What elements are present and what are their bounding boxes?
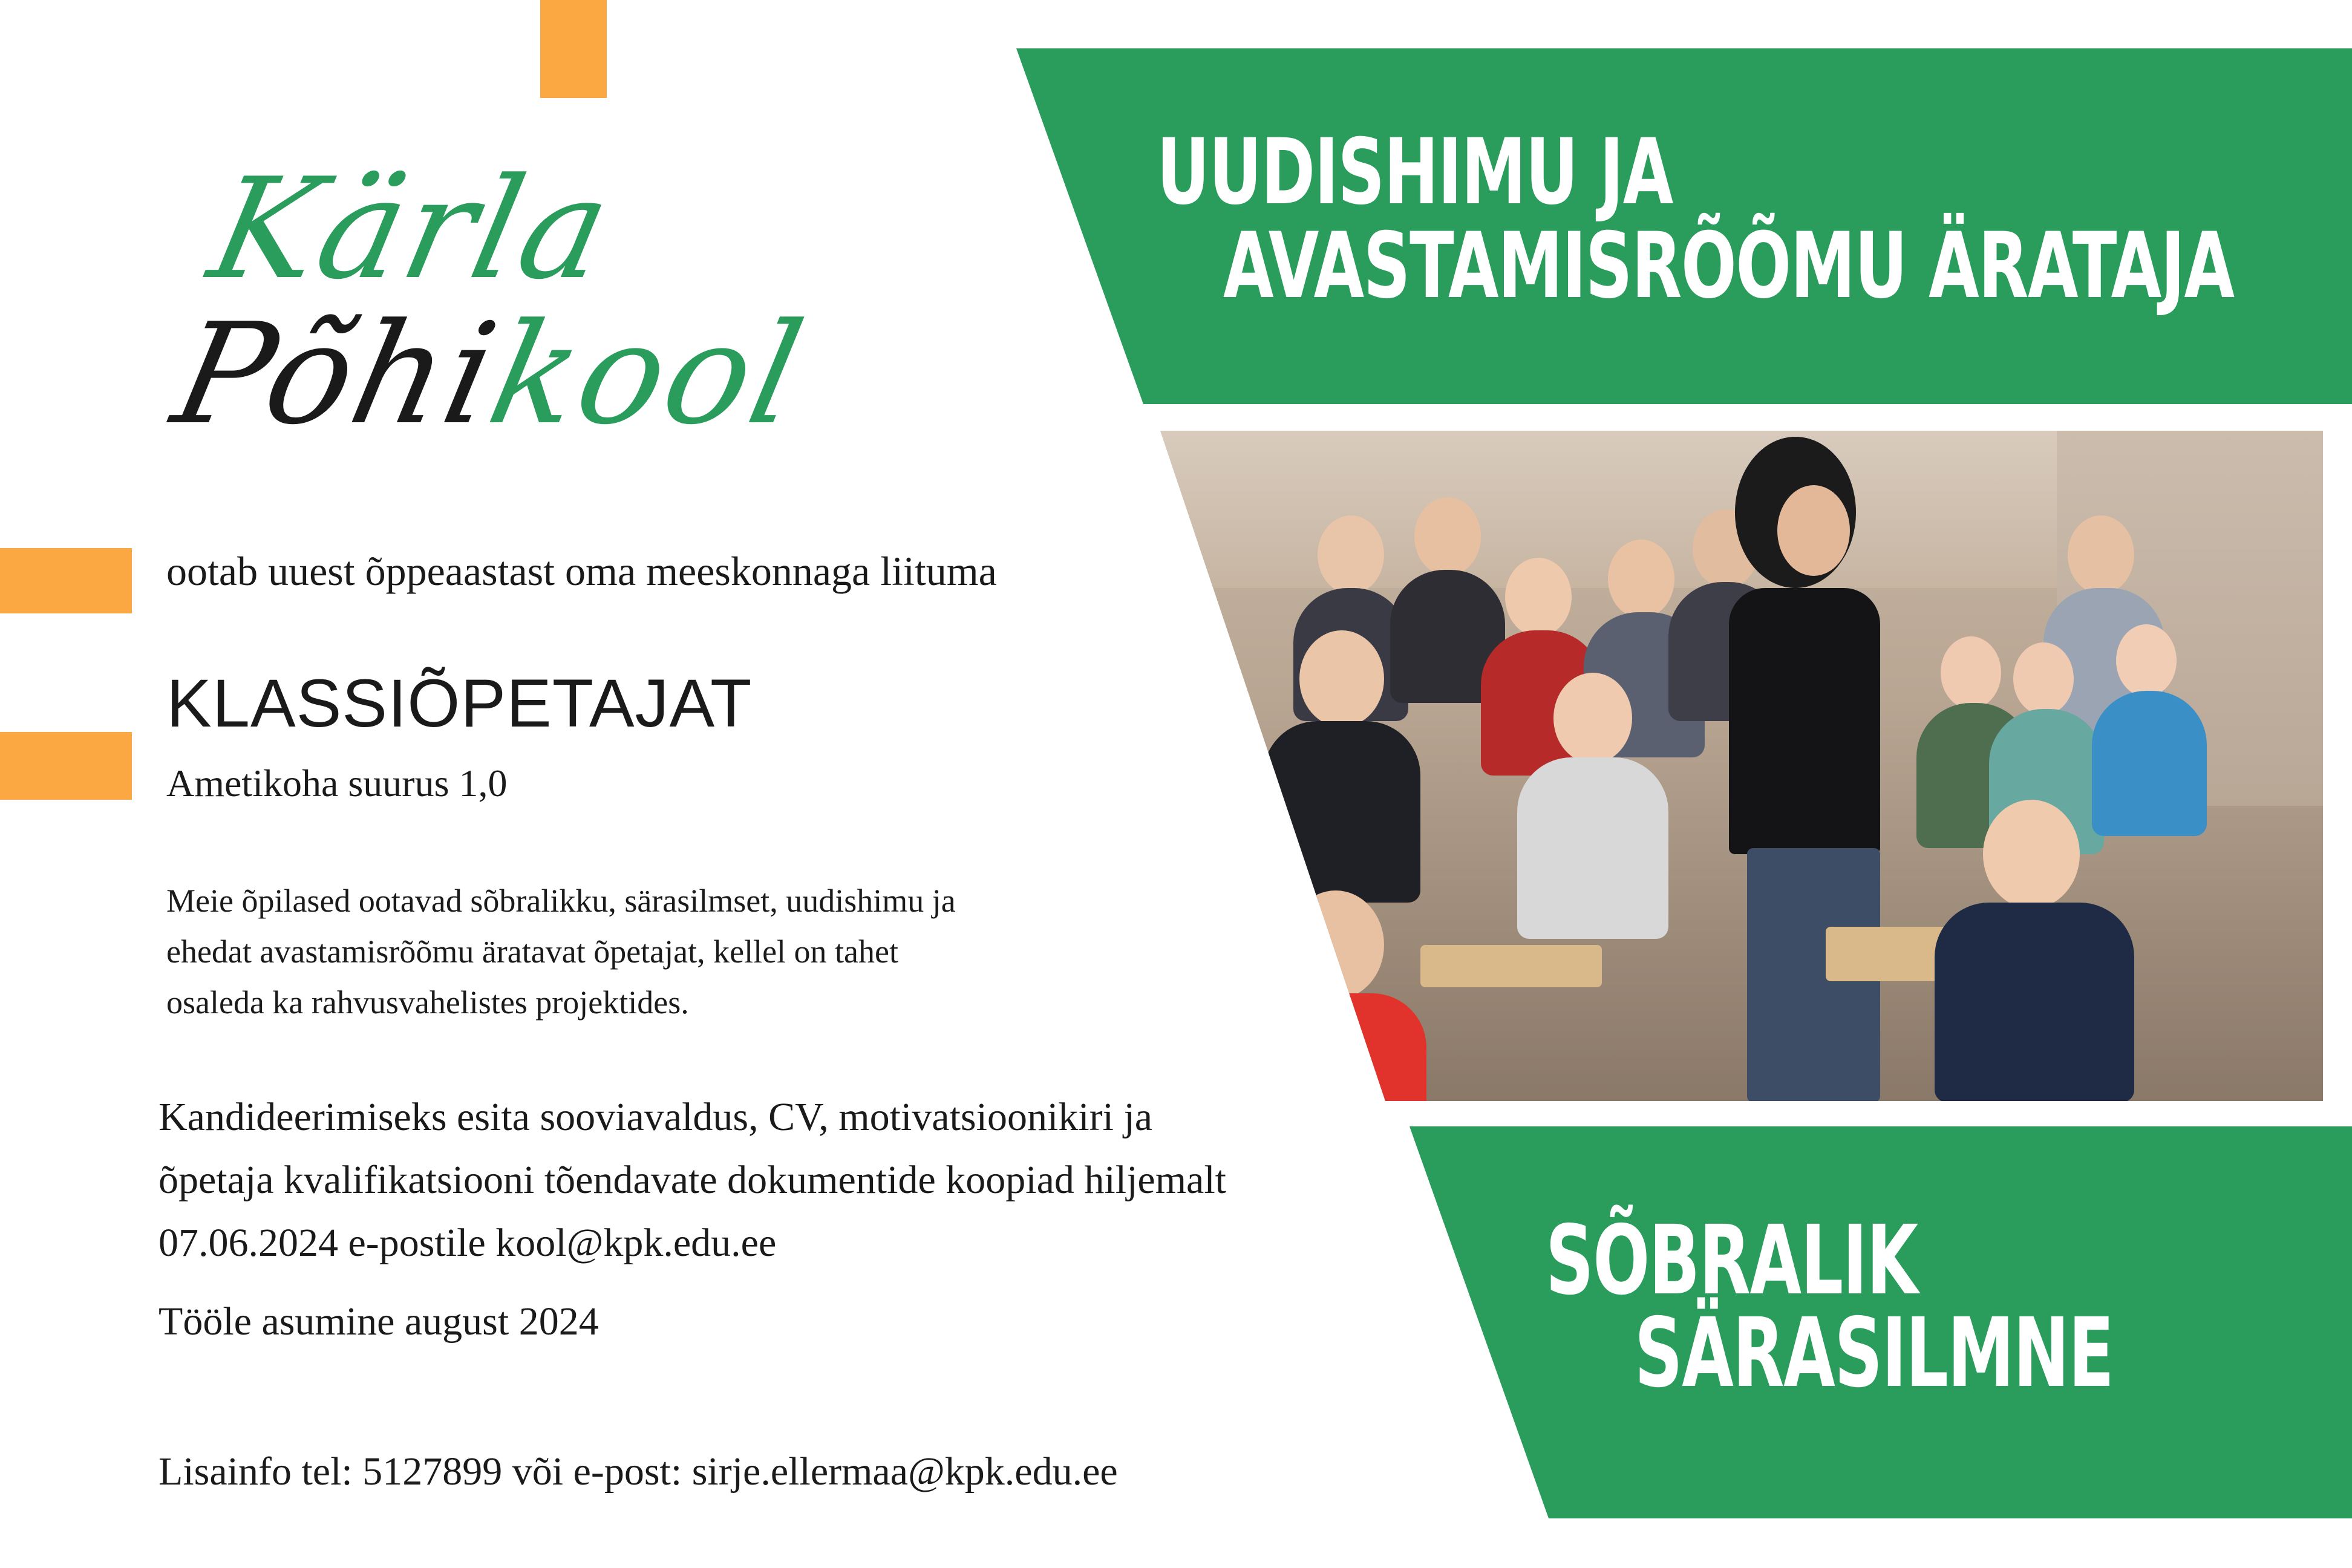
orange-accent-lower <box>0 732 132 800</box>
contact-info: Lisainfo tel: 5127899 või e-post: sirje.ellermaa@kpk.edu.ee <box>158 1449 1118 1494</box>
description-line: osaleda ka rahvusvahelistes projektides. <box>166 984 689 1021</box>
description-line: Meie õpilased ootavad sõbralikku, särasilmset, uudishimu ja <box>166 883 956 919</box>
headline-bottom-line2: SÄRASILMNE <box>1635 1298 2114 1409</box>
intro-text: ootab uuest õppeaastast oma meeskonnaga liituma <box>166 548 997 594</box>
school-logo-karla: Kärla <box>197 149 626 310</box>
headline-top-line1: UUDISHIMU JA <box>1157 120 1673 225</box>
description <box>166 875 1134 1028</box>
application-line: õpetaja kvalifikatsiooni tõendavate dokumentide koopiad hiljemalt <box>158 1158 1227 1202</box>
position-size: Ametikoha suurus 1,0 <box>166 762 508 805</box>
application-line: 07.06.2024 e-postile kool@kpk.edu.ee <box>158 1221 777 1265</box>
headline-top-line2: AVASTAMISRÕÕMU ÄRATAJA <box>1223 214 2234 319</box>
application-instructions <box>158 1086 1489 1275</box>
headline-bottom-line1: SÕBRALIK <box>1546 1205 1918 1316</box>
orange-accent-top <box>540 0 607 98</box>
school-logo-kool: kool <box>477 294 817 456</box>
start-date: Tööle asumine august 2024 <box>158 1299 599 1344</box>
classroom-photo <box>1160 431 2323 1101</box>
description-line: ehedat avastamisrõõmu äratavat õpetajat, kellel on tahet <box>166 933 898 970</box>
school-logo-pohikool <box>161 294 817 456</box>
school-logo-pohi: Põhi <box>161 294 512 456</box>
job-title: KLASSIÕPETAJAT <box>166 665 753 741</box>
orange-accent-middle <box>0 548 132 613</box>
application-line: Kandideerimiseks esita sooviavaldus, CV, motivatsioonikiri ja <box>158 1095 1153 1139</box>
